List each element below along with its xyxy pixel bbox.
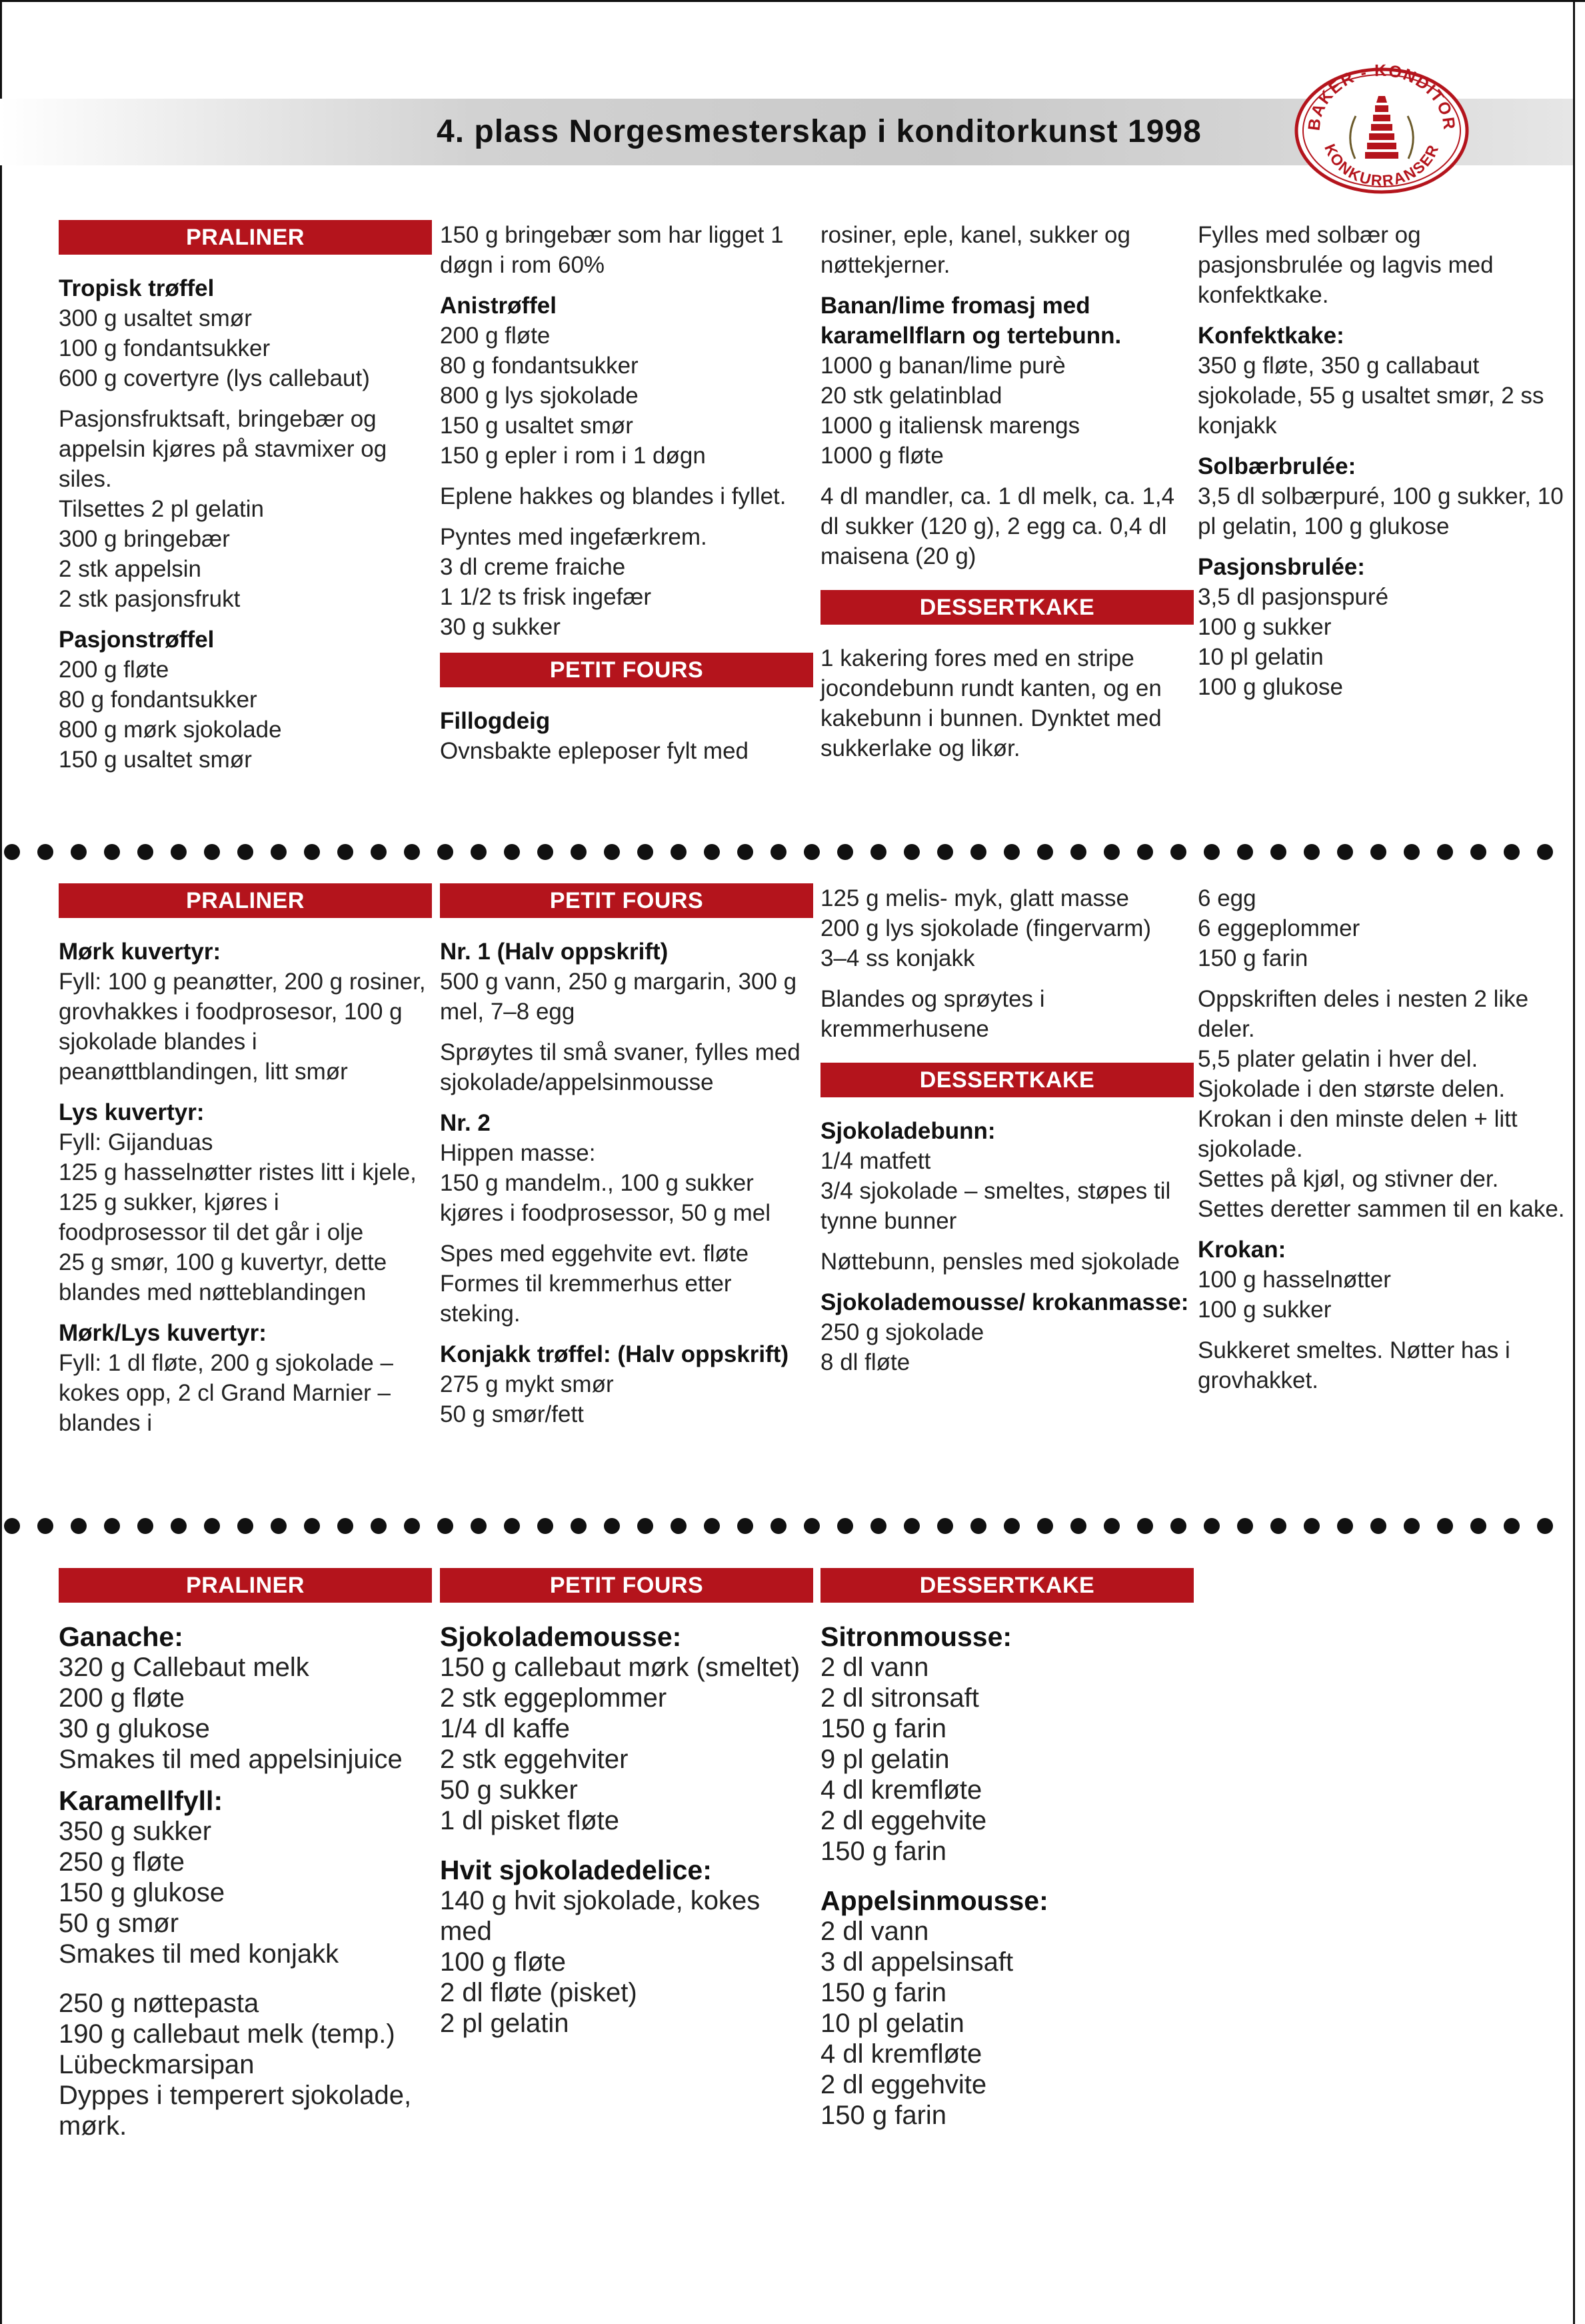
recipe-title: Karamellfyll:	[59, 1785, 223, 1816]
recipe-text: 2 dl vann	[820, 1917, 929, 1946]
recipe-text: Pyntes med ingefærkrem.	[440, 524, 707, 550]
logo-top-text: BAKER - KONDITOR	[1304, 64, 1459, 132]
divider-dot	[704, 844, 720, 860]
spacer	[1198, 1325, 1571, 1335]
divider-dot	[304, 1518, 320, 1534]
recipe-text: 3,5 dl pasjonspuré	[1198, 584, 1389, 610]
divider-dot	[1170, 844, 1186, 860]
divider-dot	[837, 1518, 853, 1534]
recipe-text: 150 g usaltet smør	[440, 413, 633, 439]
spacer	[1198, 973, 1571, 984]
recipe-text: Settes deretter sammen til en kake.	[1198, 1196, 1565, 1222]
recipe-text: 800 g lys sjokolade	[440, 383, 639, 409]
spacer	[59, 1969, 432, 1988]
recipe-text: 2 dl eggehvite	[820, 2070, 987, 2099]
divider-dot	[737, 844, 753, 860]
spacer	[440, 280, 813, 291]
divider-dot	[904, 1518, 920, 1534]
divider-dot	[937, 844, 953, 860]
recipe-text: Sprøytes til små svaner, fylles med sjokolade/appelsinmousse	[440, 1039, 800, 1095]
divider-dot	[1170, 1518, 1186, 1534]
recipe-text: 3/4 sjokolade – smeltes, støpes til tynne bunner	[820, 1178, 1171, 1234]
recipe-text: 4 dl kremfløte	[820, 2039, 982, 2069]
divider-dot	[870, 844, 886, 860]
divider-dot	[937, 1518, 953, 1534]
divider-dot	[1537, 1518, 1553, 1534]
recipe-text: 150 g farin	[1198, 945, 1308, 971]
recipe-text: 250 g sjokolade	[820, 1319, 984, 1345]
recipe-text: 1000 g banan/lime purè	[820, 353, 1066, 379]
recipe-text: 3–4 ss konjakk	[820, 945, 975, 971]
divider-dot	[1004, 844, 1020, 860]
recipe-column	[59, 1568, 432, 2141]
spacer	[820, 1603, 1194, 1621]
divider-dot	[1470, 844, 1486, 860]
dotted-divider-1	[0, 844, 1585, 860]
recipe-title: Mørk/Lys kuvertyr:	[59, 1320, 267, 1346]
divider-dot	[1137, 1518, 1153, 1534]
recipe-title: Sitronmousse:	[820, 1621, 1012, 1652]
recipe-title: Anistrøffel	[440, 293, 557, 319]
divider-dot	[137, 1518, 153, 1534]
divider-dot	[837, 844, 853, 860]
recipe-text: Eplene hakkes og blandes i fyllet.	[440, 483, 787, 509]
divider-dot	[771, 844, 787, 860]
divider-dot	[604, 844, 620, 860]
recipe-text: Ovnsbakte epleposer fylt med	[440, 738, 749, 764]
recipe-text: 125 g hasselnøtter ristes litt i kjele, 125 g sukker, kjøres i foodprosessor til det går i olje	[59, 1159, 417, 1245]
divider-dot	[1037, 844, 1053, 860]
divider-dot	[471, 844, 487, 860]
recipe-title: Konfektkake:	[1198, 323, 1344, 349]
recipe-text: 1/4 dl kaffe	[440, 1714, 570, 1743]
recipe-text: Fyll: 1 dl fløte, 200 g sjokolade – kokes opp, 2 cl Grand Marnier – blandes i	[59, 1350, 393, 1436]
recipe-text: Sjokolade i den største delen.	[1198, 1076, 1506, 1102]
section-category-header: PRALINER	[59, 220, 432, 255]
recipe-text: Settes på kjøl, og stivner der.	[1198, 1166, 1499, 1192]
recipe-text: 300 g usaltet smør	[59, 305, 252, 331]
divider-dot	[1404, 1518, 1420, 1534]
spacer	[440, 511, 813, 522]
divider-dot	[804, 1518, 820, 1534]
divider-dot	[1237, 844, 1253, 860]
recipe-text: 500 g vann, 250 g margarin, 300 g mel, 7–8 egg	[440, 969, 797, 1025]
section-category-header: PETIT FOURS	[440, 1568, 813, 1603]
logo-bottom-text: KONKURRANSER	[1321, 141, 1442, 189]
spacer	[820, 625, 1194, 643]
divider-dot	[537, 1518, 553, 1534]
spacer	[820, 280, 1194, 291]
divider-dot	[1337, 844, 1353, 860]
recipe-text: Tilsettes 2 pl gelatin	[59, 496, 265, 522]
divider-dot	[71, 844, 87, 860]
spacer	[1198, 541, 1571, 552]
spacer	[59, 1087, 432, 1097]
spacer	[440, 1228, 813, 1239]
recipe-text: 3 dl appelsinsaft	[820, 1947, 1014, 1977]
recipe-text: 150 g mandelm., 100 g sukker kjøres i foodprosessor, 50 g mel	[440, 1170, 771, 1226]
divider-dot	[1437, 844, 1453, 860]
recipe-text: 25 g smør, 100 g kuvertyr, dette blandes med nøtteblandingen	[59, 1249, 387, 1305]
recipe-title: Nr. 1 (Halv oppskrift)	[440, 939, 669, 965]
divider-dot	[1404, 844, 1420, 860]
recipe-column	[820, 883, 1194, 1377]
recipe-text: Oppskriften deles i nesten 2 like deler.	[1198, 986, 1529, 1042]
divider-dot	[71, 1518, 87, 1534]
recipe-text: 100 g fondantsukker	[59, 335, 271, 361]
spacer	[820, 1097, 1194, 1116]
recipe-text: 150 g epler i rom i 1 døgn	[440, 443, 706, 469]
spacer	[820, 1236, 1194, 1247]
baker-konditor-logo	[1292, 64, 1472, 196]
spacer	[59, 393, 432, 404]
divider-dot	[1470, 1518, 1486, 1534]
recipe-text: 100 g sukker	[1198, 614, 1332, 640]
recipe-text: 100 g fløte	[440, 1947, 567, 1977]
recipe-title: Sjokoladebunn:	[820, 1118, 996, 1144]
spacer	[820, 1867, 1194, 1885]
recipe-text: 600 g covertyre (lys callebaut)	[59, 365, 370, 391]
recipe-text: 150 g farin	[820, 1714, 947, 1743]
recipe-text: Spes med eggehvite evt. fløte Formes til kremmerhus etter steking.	[440, 1241, 749, 1327]
spacer	[59, 1603, 432, 1621]
recipe-title: Lys kuvertyr:	[59, 1099, 205, 1125]
recipe-text: 2 stk eggeplommer	[440, 1683, 667, 1713]
divider-dot	[637, 844, 653, 860]
divider-dot	[404, 844, 420, 860]
divider-dot	[571, 1518, 587, 1534]
divider-dot	[970, 844, 986, 860]
recipe-text: 50 g smør/fett	[440, 1401, 584, 1427]
recipe-column	[440, 220, 813, 766]
recipe-text: 50 g smør	[59, 1909, 179, 1938]
recipe-text: 10 pl gelatin	[820, 2009, 964, 2038]
recipe-text: 6 egg	[1198, 885, 1256, 911]
recipe-text: 80 g fondantsukker	[59, 687, 257, 713]
divider-dot	[1270, 844, 1286, 860]
divider-dot	[1137, 844, 1153, 860]
recipe-title: Sjokolademousse/ krokanmasse:	[820, 1289, 1189, 1315]
divider-dot	[404, 1518, 420, 1534]
divider-dot	[870, 1518, 886, 1534]
divider-dot	[337, 1518, 353, 1534]
spacer	[820, 571, 1194, 590]
spacer	[820, 471, 1194, 481]
spacer	[440, 471, 813, 481]
recipe-title: Nr. 2	[440, 1110, 491, 1136]
recipe-text: 2 dl vann	[820, 1653, 929, 1682]
recipe-column	[1198, 883, 1571, 1395]
section-category-header: DESSERTKAKE	[820, 1063, 1194, 1097]
recipe-text: 1000 g fløte	[820, 443, 944, 469]
recipe-column	[440, 1568, 813, 2039]
divider-dot	[104, 844, 120, 860]
recipe-text: 1000 g italiensk marengs	[820, 413, 1080, 439]
page-left-border	[0, 0, 2, 2324]
divider-dot	[637, 1518, 653, 1534]
recipe-text: 100 g glukose	[1198, 674, 1343, 700]
recipe-text: 250 g fløte	[59, 1847, 185, 1877]
divider-dot	[171, 844, 187, 860]
recipe-text: 250 g nøttepasta	[59, 1989, 259, 2018]
recipe-text: 2 stk pasjonsfrukt	[59, 586, 241, 612]
divider-dot	[1070, 844, 1086, 860]
recipe-column	[440, 883, 813, 1429]
recipe-title: Tropisk trøffel	[59, 275, 215, 301]
recipe-text: 200 g fløte	[59, 657, 169, 683]
section-category-header: PETIT FOURS	[440, 653, 813, 687]
divider-dot	[104, 1518, 120, 1534]
recipe-text: 10 pl gelatin	[1198, 644, 1324, 670]
recipe-text: 150 g callebaut mørk (smeltet)	[440, 1653, 800, 1682]
divider-dot	[237, 1518, 253, 1534]
recipe-text: 2 stk appelsin	[59, 556, 202, 582]
recipe-text: 350 g fløte, 350 g callabaut sjokolade, 55 g usaltet smør, 2 ss konjakk	[1198, 353, 1544, 439]
section-category-header: PRALINER	[59, 883, 432, 918]
recipe-text: Fyll: 100 g peanøtter, 200 g rosiner, grovhakkes i foodprosesor, 100 g sjokolade blandes i peanøttblandingen, litt smør	[59, 969, 426, 1085]
spacer	[59, 614, 432, 625]
recipe-text: 1 dl pisket fløte	[440, 1806, 620, 1835]
recipe-title: Pasjonstrøffel	[59, 627, 215, 653]
divider-dot	[1037, 1518, 1053, 1534]
spacer	[440, 918, 813, 937]
recipe-column	[1198, 220, 1571, 702]
divider-dot	[1270, 1518, 1286, 1534]
divider-dot	[1337, 1518, 1353, 1534]
spacer	[440, 642, 813, 653]
recipe-text: 150 g usaltet smør	[59, 747, 252, 773]
recipe-text: 150 g farin	[820, 1978, 947, 2007]
recipe-text: 1 kakering fores med en stripe jocondebunn rundt kanten, og en kakebunn i bunnen. Dynktet med sukkerlake og likør.	[820, 645, 1162, 761]
divider-dot	[604, 1518, 620, 1534]
divider-dot	[204, 844, 220, 860]
section-category-header: PETIT FOURS	[440, 883, 813, 918]
divider-dot	[1437, 1518, 1453, 1534]
recipe-text: Fylles med solbær og pasjonsbrulée og lagvis med konfektkake.	[1198, 222, 1494, 308]
recipe-text: 320 g Callebaut melk	[59, 1653, 309, 1682]
recipe-text: 3 dl creme fraiche	[440, 554, 626, 580]
spacer	[440, 1836, 813, 1855]
recipe-title: Solbærbrulée:	[1198, 453, 1356, 479]
recipe-text: Blandes og sprøytes i kremmerhusene	[820, 986, 1045, 1042]
recipe-text: Krokan i den minste delen + litt sjokolade.	[1198, 1106, 1518, 1162]
recipe-text: 5,5 plater gelatin i hver del.	[1198, 1046, 1478, 1072]
recipe-text: 100 g sukker	[1198, 1297, 1332, 1323]
divider-dot	[171, 1518, 187, 1534]
divider-dot	[1204, 1518, 1220, 1534]
divider-dot	[337, 844, 353, 860]
spacer	[440, 1027, 813, 1037]
recipe-text: 2 dl eggehvite	[820, 1806, 987, 1835]
divider-dot	[504, 1518, 520, 1534]
divider-dot	[1004, 1518, 1020, 1534]
section-category-header: DESSERTKAKE	[820, 590, 1194, 625]
divider-dot	[1504, 844, 1520, 860]
spacer	[440, 1097, 813, 1108]
banner-title: 4. plass Norgesmesterskap i konditorkunst 1998	[437, 114, 1202, 149]
divider-dot	[804, 844, 820, 860]
spacer	[440, 1329, 813, 1339]
recipe-text: 50 g sukker	[440, 1775, 578, 1805]
recipe-column	[820, 1568, 1194, 2131]
divider-dot	[1504, 1518, 1520, 1534]
divider-dot	[904, 844, 920, 860]
divider-dot	[371, 844, 387, 860]
divider-dot	[571, 844, 587, 860]
divider-dot	[371, 1518, 387, 1534]
divider-dot	[1237, 1518, 1253, 1534]
section-category-header: DESSERTKAKE	[820, 1568, 1194, 1603]
divider-dot	[1104, 1518, 1120, 1534]
dotted-divider-2	[0, 1518, 1585, 1534]
divider-dot	[537, 844, 553, 860]
divider-dot	[737, 1518, 753, 1534]
divider-dot	[437, 844, 453, 860]
recipe-text: 30 g sukker	[440, 614, 561, 640]
recipe-text: 20 stk gelatinblad	[820, 383, 1002, 409]
page-top-border	[0, 0, 1585, 2]
spacer	[1198, 310, 1571, 321]
spacer	[1198, 441, 1571, 451]
divider-dot	[704, 1518, 720, 1534]
recipe-text: Nøttebunn, pensles med sjokolade	[820, 1249, 1180, 1275]
spacer	[59, 1775, 432, 1785]
recipe-text: 4 dl mandler, ca. 1 dl melk, ca. 1,4 dl sukker (120 g), 2 egg ca. 0,4 dl maisena (20 g)	[820, 483, 1175, 569]
recipe-text: Fyll: Gijanduas	[59, 1129, 213, 1155]
spacer	[59, 918, 432, 937]
spacer	[59, 1307, 432, 1318]
recipe-title: Mørk kuvertyr:	[59, 939, 221, 965]
recipe-text: 200 g lys sjokolade (fingervarm)	[820, 915, 1152, 941]
spacer	[440, 687, 813, 706]
recipe-text: 200 g fløte	[440, 323, 551, 349]
recipe-text: 150 g bringebær som har ligget 1 døgn i rom 60%	[440, 222, 784, 278]
recipe-title: Pasjonsbrulée:	[1198, 554, 1365, 580]
divider-dot	[771, 1518, 787, 1534]
spacer	[59, 255, 432, 273]
divider-dot	[304, 844, 320, 860]
recipe-text: 150 g farin	[820, 2101, 947, 2130]
divider-dot	[271, 844, 287, 860]
spacer	[820, 1044, 1194, 1063]
recipe-title: Ganache:	[59, 1621, 183, 1652]
spacer	[1198, 1224, 1571, 1235]
divider-dot	[271, 1518, 287, 1534]
divider-dot	[471, 1518, 487, 1534]
recipe-text: 2 pl gelatin	[440, 2009, 569, 2038]
page-right-border	[1573, 0, 1575, 2324]
recipe-title: Sjokolademousse:	[440, 1621, 682, 1652]
recipe-text: 300 g bringebær	[59, 526, 230, 552]
recipe-text: 6 eggeplommer	[1198, 915, 1360, 941]
divider-dot	[37, 844, 53, 860]
recipe-title: Hvit sjokoladedelice:	[440, 1855, 712, 1885]
recipe-text: rosiner, eple, kanel, sukker og nøttekjerner.	[820, 222, 1130, 278]
recipe-text: 275 g mykt smør	[440, 1371, 614, 1397]
recipe-text: 800 g mørk sjokolade	[59, 717, 282, 743]
recipe-text: Pasjonsfruktsaft, bringebær og appelsin kjøres på stavmixer og siles.	[59, 406, 387, 492]
divider-dot	[1104, 844, 1120, 860]
recipe-text: Hippen masse:	[440, 1140, 596, 1166]
divider-dot	[4, 1518, 20, 1534]
recipe-text: 150 g farin	[820, 1837, 947, 1866]
recipe-text: 1 1/2 ts frisk ingefær	[440, 584, 652, 610]
recipe-text: Smakes til med konjakk	[59, 1939, 339, 1969]
recipe-text: 8 dl fløte	[820, 1349, 910, 1375]
recipe-text: 100 g hasselnøtter	[1198, 1267, 1391, 1293]
recipe-text: 350 g sukker	[59, 1817, 212, 1846]
recipe-text: 3,5 dl solbærpuré, 100 g sukker, 10 pl gelatin, 100 g glukose	[1198, 483, 1564, 539]
divider-dot	[1370, 844, 1386, 860]
recipe-column	[59, 220, 432, 775]
recipe-text: 30 g glukose	[59, 1714, 210, 1743]
divider-dot	[4, 844, 20, 860]
recipe-text: 4 dl kremfløte	[820, 1775, 982, 1805]
divider-dot	[1304, 844, 1320, 860]
recipe-text: Dyppes i temperert sjokolade, mørk.	[59, 2081, 412, 2141]
spacer	[820, 1277, 1194, 1287]
section-category-header: PRALINER	[59, 1568, 432, 1603]
recipe-title: Appelsinmousse:	[820, 1885, 1048, 1916]
recipe-column	[820, 220, 1194, 763]
divider-dot	[437, 1518, 453, 1534]
recipe-text: 150 g glukose	[59, 1878, 225, 1907]
recipe-text: Sukkeret smeltes. Nøtter has i grovhakket.	[1198, 1337, 1510, 1393]
recipe-column	[59, 883, 432, 1438]
recipe-text: 9 pl gelatin	[820, 1745, 950, 1774]
spacer	[440, 1603, 813, 1621]
divider-dot	[504, 844, 520, 860]
divider-dot	[1304, 1518, 1320, 1534]
divider-dot	[1204, 844, 1220, 860]
divider-dot	[1070, 1518, 1086, 1534]
divider-dot	[671, 844, 687, 860]
recipe-text: 2 dl sitronsaft	[820, 1683, 979, 1713]
spacer	[820, 973, 1194, 984]
divider-dot	[1537, 844, 1553, 860]
divider-dot	[671, 1518, 687, 1534]
recipe-text: 2 dl fløte (pisket)	[440, 1978, 637, 2007]
recipe-title: Fillogdeig	[440, 708, 551, 734]
recipe-text: 2 stk eggehviter	[440, 1745, 629, 1774]
recipe-text: 1/4 matfett	[820, 1148, 931, 1174]
recipe-text: 190 g callebaut melk (temp.)	[59, 2019, 395, 2049]
recipe-text: 140 g hvit sjokolade, kokes med	[440, 1886, 761, 1946]
divider-dot	[970, 1518, 986, 1534]
divider-dot	[137, 844, 153, 860]
recipe-text: 80 g fondantsukker	[440, 353, 639, 379]
recipe-text: Lübeckmarsipan	[59, 2050, 255, 2079]
recipe-title: Krokan:	[1198, 1237, 1286, 1263]
recipe-text: 200 g fløte	[59, 1683, 185, 1713]
recipe-text: 125 g melis- myk, glatt masse	[820, 885, 1129, 911]
recipe-text: Smakes til med appelsinjuice	[59, 1745, 403, 1774]
divider-dot	[1370, 1518, 1386, 1534]
recipe-title: Banan/lime fromasj med karamellflarn og tertebunn.	[820, 293, 1122, 349]
recipe-title: Konjakk trøffel: (Halv oppskrift)	[440, 1341, 789, 1367]
divider-dot	[237, 844, 253, 860]
divider-dot	[37, 1518, 53, 1534]
divider-dot	[204, 1518, 220, 1534]
